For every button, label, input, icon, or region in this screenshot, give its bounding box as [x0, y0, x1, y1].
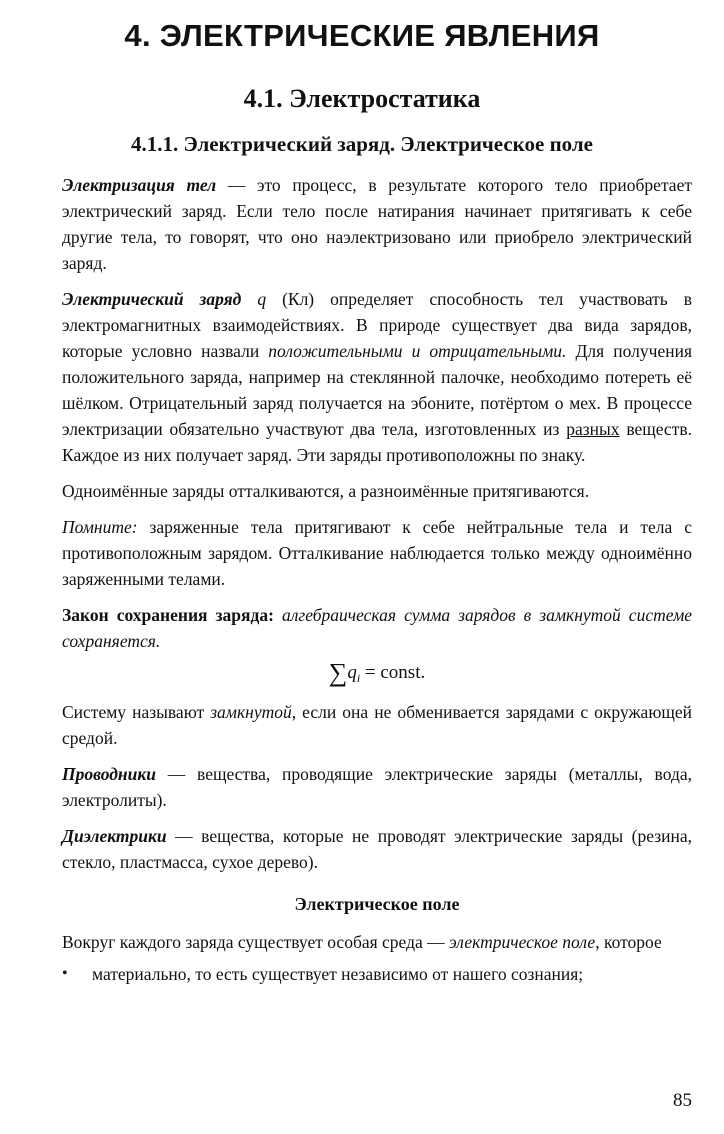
- formula-rest: = const.: [360, 662, 426, 683]
- body-text: [62, 172, 692, 987]
- formula-charge-sum: [62, 660, 692, 691]
- term-dielectrics: Диэлектрики: [62, 826, 167, 846]
- underlined-text: разных: [566, 419, 620, 439]
- paragraph-electric-field: [62, 929, 692, 955]
- paragraph-text: Для получения положительного заряда, например на стеклянной палочке, необходимо потереть её шёлком. Отрицательный заряд получается на эбоните, потёртом о мех. В процессе электризации обязательно участвуют два тела, изготовленных из: [62, 341, 692, 439]
- term-electrization: Электризация тел: [62, 175, 217, 195]
- paragraph-conservation-law: [62, 602, 692, 654]
- subheading-electric-field: Электрическое поле: [294, 894, 460, 914]
- paragraph-text: , которое: [595, 932, 662, 952]
- section-title: 4.1. Электростатика: [243, 84, 481, 113]
- italic-text: положительными и отрицательными.: [268, 341, 567, 361]
- term-conservation-law: Закон сохранения заряда:: [62, 605, 274, 625]
- paragraph-remember: [62, 514, 692, 592]
- list-item-text: материально, то есть существует независимо от нашего сознания;: [92, 964, 584, 984]
- paragraph-dielectrics: [62, 823, 692, 875]
- paragraph-text: — вещества, проводящие электрические заряды (металлы, вода, электролиты).: [62, 764, 692, 810]
- paragraph-text: , если она не обменивается зарядами с окружающей средой.: [62, 702, 693, 748]
- list-item: [62, 961, 692, 987]
- italic-text: алгебраическая сумма зарядов в замкнутой системе сохраняется.: [62, 605, 693, 651]
- paragraph-closed-system: [62, 699, 692, 751]
- bullet-icon: •: [62, 965, 68, 982]
- charge-symbol: q: [241, 289, 267, 309]
- chapter-title: 4. ЭЛЕКТРИЧЕСКИЕ ЯВЛЕНИЯ: [124, 18, 600, 53]
- paragraph-text: заряженные тела притягивают к себе нейтральные тела и тела с противоположным зарядом. Отталкивание наблюдается только между одноимённо заряженными телами.: [62, 517, 692, 589]
- paragraph-text: (Кл) определяет способность тел участвовать в электромагнитных взаимодействиях. В природе существует два вида зарядов, которые условно назвали: [62, 289, 693, 361]
- paragraph-text: веществ. Каждое из них получает заряд. Эти заряды противоположны по знаку.: [62, 419, 692, 465]
- term-electric-charge: Электрический заряд: [62, 289, 242, 309]
- term-remember: Помните:: [62, 517, 138, 537]
- paragraph-conductors: [62, 761, 692, 813]
- italic-text: электрическое поле: [449, 932, 596, 952]
- italic-text: замкнутой: [210, 702, 292, 722]
- paragraph-text: — вещества, которые не проводят электрические заряды (резина, стекло, пластмасса, сухое дерево).: [62, 826, 692, 872]
- formula-index: i: [356, 671, 361, 685]
- paragraph-text: Одноимённые заряды отталкиваются, а разноимённые притягиваются.: [62, 481, 590, 501]
- page-number: 85: [673, 1090, 692, 1111]
- paragraph-like-charges: [62, 478, 692, 504]
- formula-q: q: [347, 662, 357, 683]
- subsection-title: 4.1.1. Электрический заряд. Электрическое поле: [131, 132, 593, 156]
- term-conductors: Проводники: [62, 764, 156, 784]
- paragraph-electrization: [62, 172, 692, 276]
- paragraph-text: Систему называют: [62, 702, 211, 722]
- paragraph-text: — это процесс, в результате которого тело приобретает электрический заряд. Если тело после натирания начинает притягивать к себе другие тела, то говорят, что оно наэлектризовано или приобрело электрический заряд.: [62, 175, 692, 273]
- paragraph-electric-charge: [62, 286, 692, 468]
- sum-sign: ∑: [328, 658, 348, 687]
- paragraph-text: Вокруг каждого заряда существует особая среда —: [62, 932, 450, 952]
